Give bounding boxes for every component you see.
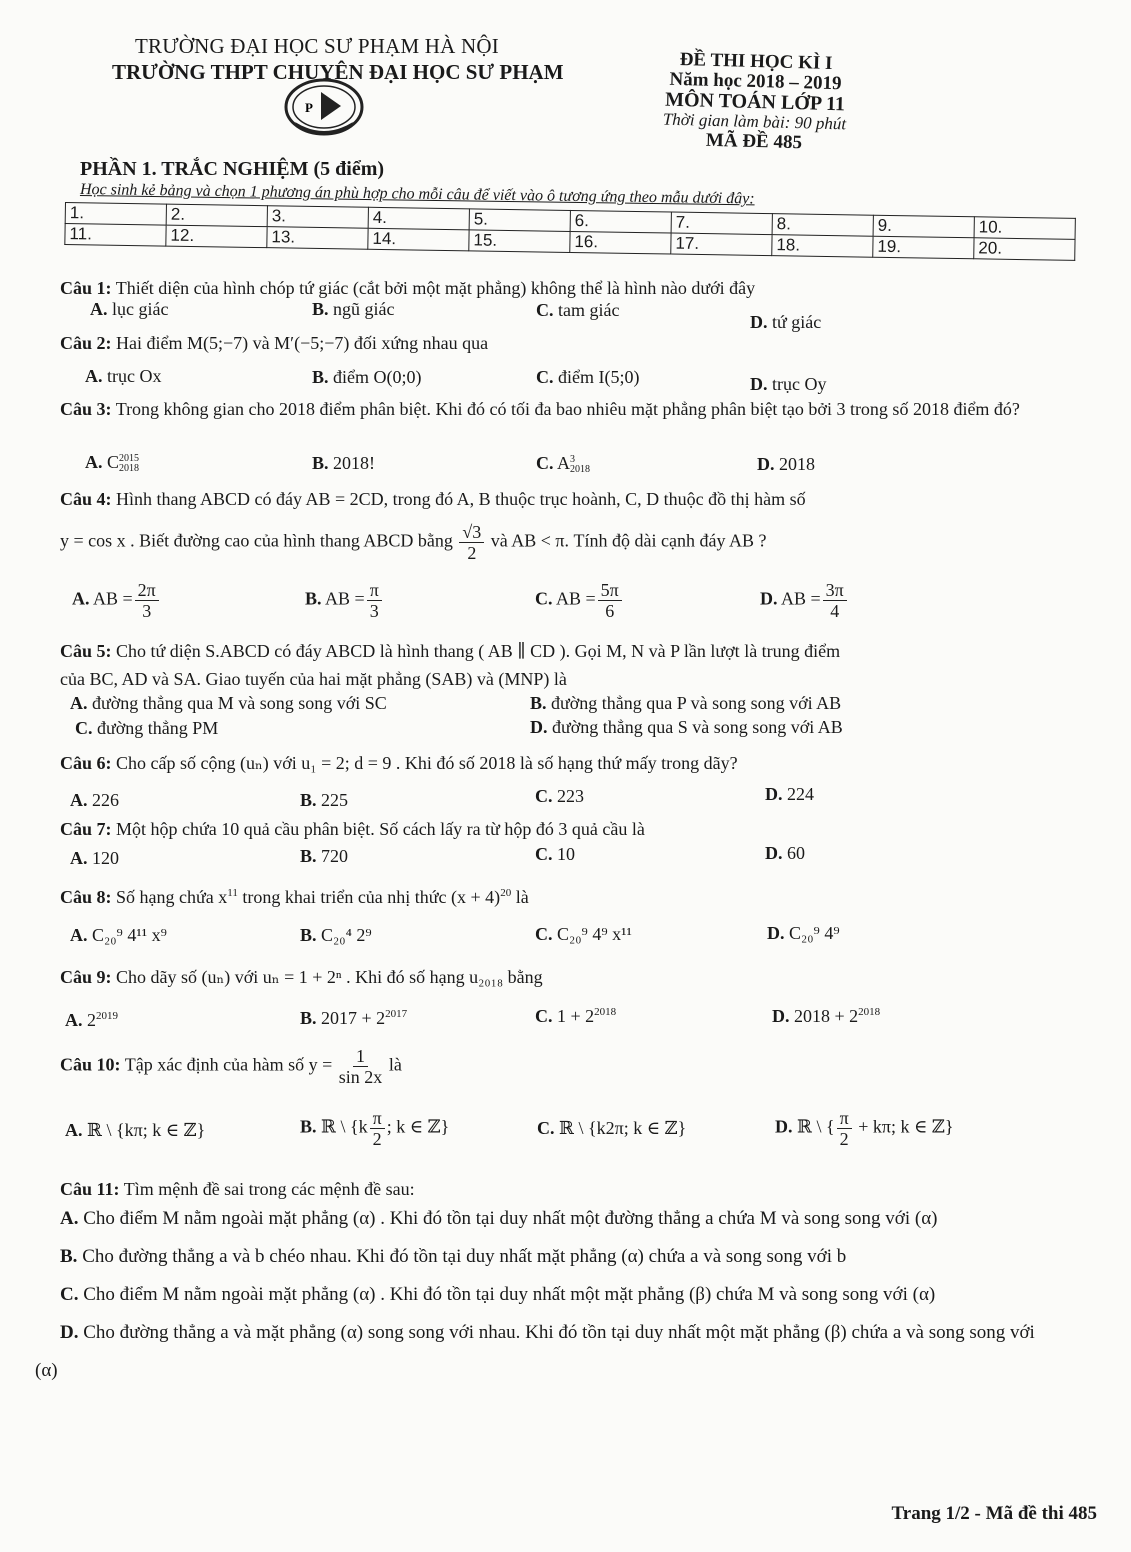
question-3: Câu 3: Trong không gian cho 2018 điểm phân biệt. Khi đó có tối đa bao nhiêu mặt phẳng phân biệt tạo bởi 3 trong số 2018 điểm đó? [60, 399, 1020, 419]
option-d: D. 2018 [757, 454, 815, 474]
question-2: Câu 2: Hai điểm M(5;−7) và M′(−5;−7) đối xứng nhau qua [60, 333, 489, 353]
option-b: B. Cho đường thẳng a và b chéo nhau. Khi đó tồn tại duy nhất mặt phẳng (α) chứa a và song song với b [60, 1246, 847, 1267]
option-b: B. đường thẳng qua P và song song với AB [530, 693, 842, 713]
option-c: C. C₂₀⁹ 4⁹ x¹¹ [535, 924, 632, 944]
answer-cell: 8. [772, 214, 873, 237]
answer-cell: 10. [974, 217, 1075, 240]
option-a: A. 226 [70, 790, 119, 810]
question-text: Thiết diện của hình chóp tứ giác (cắt bởi một mặt phẳng) không thể là hình nào dưới đây [115, 278, 756, 298]
option-c: C. đường thẳng PM [75, 718, 219, 738]
option-c: C. 10 [535, 844, 575, 864]
question-5-line2: của BC, AD và SA. Giao tuyến của hai mặt phẳng (SAB) và (MNP) là [60, 669, 567, 689]
exam-info [634, 49, 877, 155]
question-4-line2: y = cos x . Biết đường cao của hình thang ABCD bằng $\frac{√3}{2}$ và AB < π. Tính độ dài cạnh đáy AB ? [60, 522, 767, 563]
answer-cell: 6. [570, 210, 671, 233]
answer-cell: 13. [267, 227, 368, 250]
answer-cell: 7. [671, 212, 772, 235]
question-10: Câu 10: Tập xác định của hàm số y = $\frac{1}{\sin 2x}$ là [60, 1046, 402, 1087]
option-a: A. đường thẳng qua M và song song với SC [70, 693, 387, 713]
answer-cell: 12. [166, 225, 267, 248]
option-d: D. 60 [765, 843, 805, 863]
university-name: TRƯỜNG ĐẠI HỌC SƯ PHẠM HÀ NỘI [135, 34, 499, 58]
option-a: A. Cho điểm M nằm ngoài mặt phẳng (α) . Khi đó tồn tại duy nhất một đường thẳng a chứa M và song song với (α) [60, 1208, 938, 1229]
option-d: D. AB = $\frac{3\pi}{4}$ [760, 580, 849, 621]
answer-cell: 15. [469, 230, 570, 253]
option-b: B. điểm O(0;0) [312, 367, 422, 387]
question-4: Câu 4: Hình thang ABCD có đáy AB = 2CD, trong đó A, B thuộc trục hoành, C, D thuộc đồ thị hàm số [60, 489, 806, 509]
option-c: C. 223 [535, 786, 584, 806]
option-b: B. ℝ \ {k $\frac{\pi}{2}$ ; k ∈ ℤ} [300, 1108, 450, 1149]
option-b: B. 225 [300, 790, 349, 810]
option-a: A. C 2015 2018 [85, 452, 140, 474]
answer-cell: 20. [974, 238, 1075, 261]
question-7: Câu 7: Một hộp chứa 10 quả cầu phân biệt. Số cách lấy ra từ hộp đó 3 quả cầu là [60, 819, 645, 839]
question-6: Câu 6: Cho cấp số cộng (uₙ) với u₁ = 2; d = 9 . Khi đó số 2018 là số hạng thứ mấy trong dãy? [60, 753, 738, 773]
option-a: A. trục Ox [85, 366, 162, 386]
option-c: C. $1 + 2^{2018}$ [535, 1006, 617, 1026]
school-name: TRƯỜNG THPT CHUYÊN ĐẠI HỌC SƯ PHẠM [112, 60, 564, 84]
option-c: C. tam giác [536, 300, 620, 320]
answer-cell: 2. [166, 204, 267, 227]
option-c: C. AB = $\frac{5\pi}{6}$ [535, 580, 624, 621]
question-text: Hai điểm M(5;−7) và M′(−5;−7) đối xứng nhau qua [116, 333, 489, 353]
part-title: PHẦN 1. TRẮC NGHIỆM (5 điểm) [80, 158, 385, 180]
school-year: Năm học 2018 – 2019 [669, 68, 842, 95]
answer-cell: 18. [772, 235, 873, 258]
duration: Thời gian làm bài: 90 phút [662, 109, 847, 134]
option-b: B. ngũ giác [312, 299, 395, 319]
option-d: D. Cho đường thẳng a và mặt phẳng (α) song song với nhau. Khi đó tồn tại duy nhất một mặt phẳng (β) chứa a và song song với (α) [35, 1322, 1035, 1381]
option-a: A. C₂₀⁹ 4¹¹ x⁹ [70, 925, 167, 945]
answer-cell: 3. [267, 206, 368, 229]
option-b: B. 720 [300, 846, 349, 866]
school-logo [283, 78, 365, 136]
option-a: A. lục giác [90, 299, 169, 319]
fraction: $\frac{1}{\sin 2x}$ [338, 1046, 383, 1087]
option-d: D. đường thẳng qua S và song song với AB [530, 717, 843, 737]
option-d: D. tứ giác [750, 312, 822, 332]
question-11: Câu 11: Tìm mệnh đề sai trong các mệnh đề sau: [60, 1179, 415, 1199]
exam-code: MÃ ĐỀ 485 [705, 129, 803, 154]
svg-text:P: P [305, 100, 313, 115]
fraction: $\frac{√3}{2}$ [459, 522, 484, 563]
option-d: D. C₂₀⁹ 4⁹ [767, 923, 840, 943]
answer-cell: 1. [65, 203, 166, 226]
answer-cell: 5. [469, 209, 570, 232]
option-c: C. Cho điểm M nằm ngoài mặt phẳng (α) . Khi đó tồn tại duy nhất một mặt phẳng (β) chứa M và song song với (α) [60, 1284, 936, 1305]
option-d: D. ℝ \ { $\frac{\pi}{2}$ + kπ; k ∈ ℤ} [775, 1108, 954, 1149]
option-c: C. A 3 2018 [536, 453, 591, 475]
answer-cell: 17. [671, 233, 772, 256]
question-11-options [35, 1200, 1045, 1390]
answer-grid [64, 202, 1076, 261]
subject: MÔN TOÁN LỚP 11 [664, 88, 846, 116]
option-a: A. AB = $\frac{2\pi}{3}$ [72, 580, 161, 621]
question-9: Câu 9: Cho dãy số (uₙ) với uₙ = 1 + 2ⁿ . Khi đó số hạng u₂₀₁₈ bằng [60, 967, 543, 987]
question-1: Câu 1: Thiết diện của hình chóp tứ giác (cắt bởi một mặt phẳng) không thể là hình nào dưới đây [60, 278, 756, 298]
page-footer: Trang 1/2 - Mã đề thi 485 [891, 1503, 1097, 1524]
option-a: A. ℝ \ {kπ; k ∈ ℤ} [65, 1120, 206, 1140]
option-d: D. 224 [765, 784, 814, 804]
answer-cell: 11. [65, 224, 166, 247]
answer-cell: 16. [570, 231, 671, 254]
option-b: B. $2017 + 2^{2017}$ [300, 1008, 408, 1028]
answer-cell: 19. [873, 236, 974, 259]
option-d: D. trục Oy [750, 374, 827, 394]
option-c: C. ℝ \ {k2π; k ∈ ℤ} [537, 1118, 687, 1138]
exam-title: ĐỀ THI HỌC KÌ I [679, 49, 833, 75]
option-b: B. 2018! [312, 453, 376, 473]
option-a: A. 120 [70, 848, 119, 868]
logo-emblem-icon [283, 78, 365, 136]
question-text: Trong không gian cho 2018 điểm phân biệt. Khi đó có tối đa bao nhiêu mặt phẳng phân biệt tạo bởi 3 trong số 2018 điểm đó? [115, 399, 1020, 419]
option-d: D. $2018 + 2^{2018}$ [772, 1006, 881, 1026]
answer-cell: 4. [368, 207, 469, 230]
answer-cell: 14. [368, 228, 469, 251]
instruction: Học sinh kẻ bảng và chọn 1 phương án phù hợp cho mỗi câu để viết vào ô tương ứng theo mẫu dưới đây: [79, 181, 755, 208]
question-5: Câu 5: Cho tứ diện S.ABCD có đáy ABCD là hình thang ( AB ∥ CD ). Gọi M, N và P lần lượt là trung điểm [60, 641, 841, 661]
option-a: A. $2^{2019}$ [65, 1010, 118, 1030]
option-b: B. AB = $\frac{\pi}{3}$ [305, 580, 384, 621]
question-8: Câu 8: Số hạng chứa $x^{11}$ trong khai triển của nhị thức $(x + 4)^{20}$ là [60, 887, 529, 907]
answer-cell: 9. [873, 215, 974, 238]
option-b: B. C₂₀⁴ 2⁹ [300, 925, 372, 945]
option-c: C. điểm I(5;0) [536, 367, 640, 387]
